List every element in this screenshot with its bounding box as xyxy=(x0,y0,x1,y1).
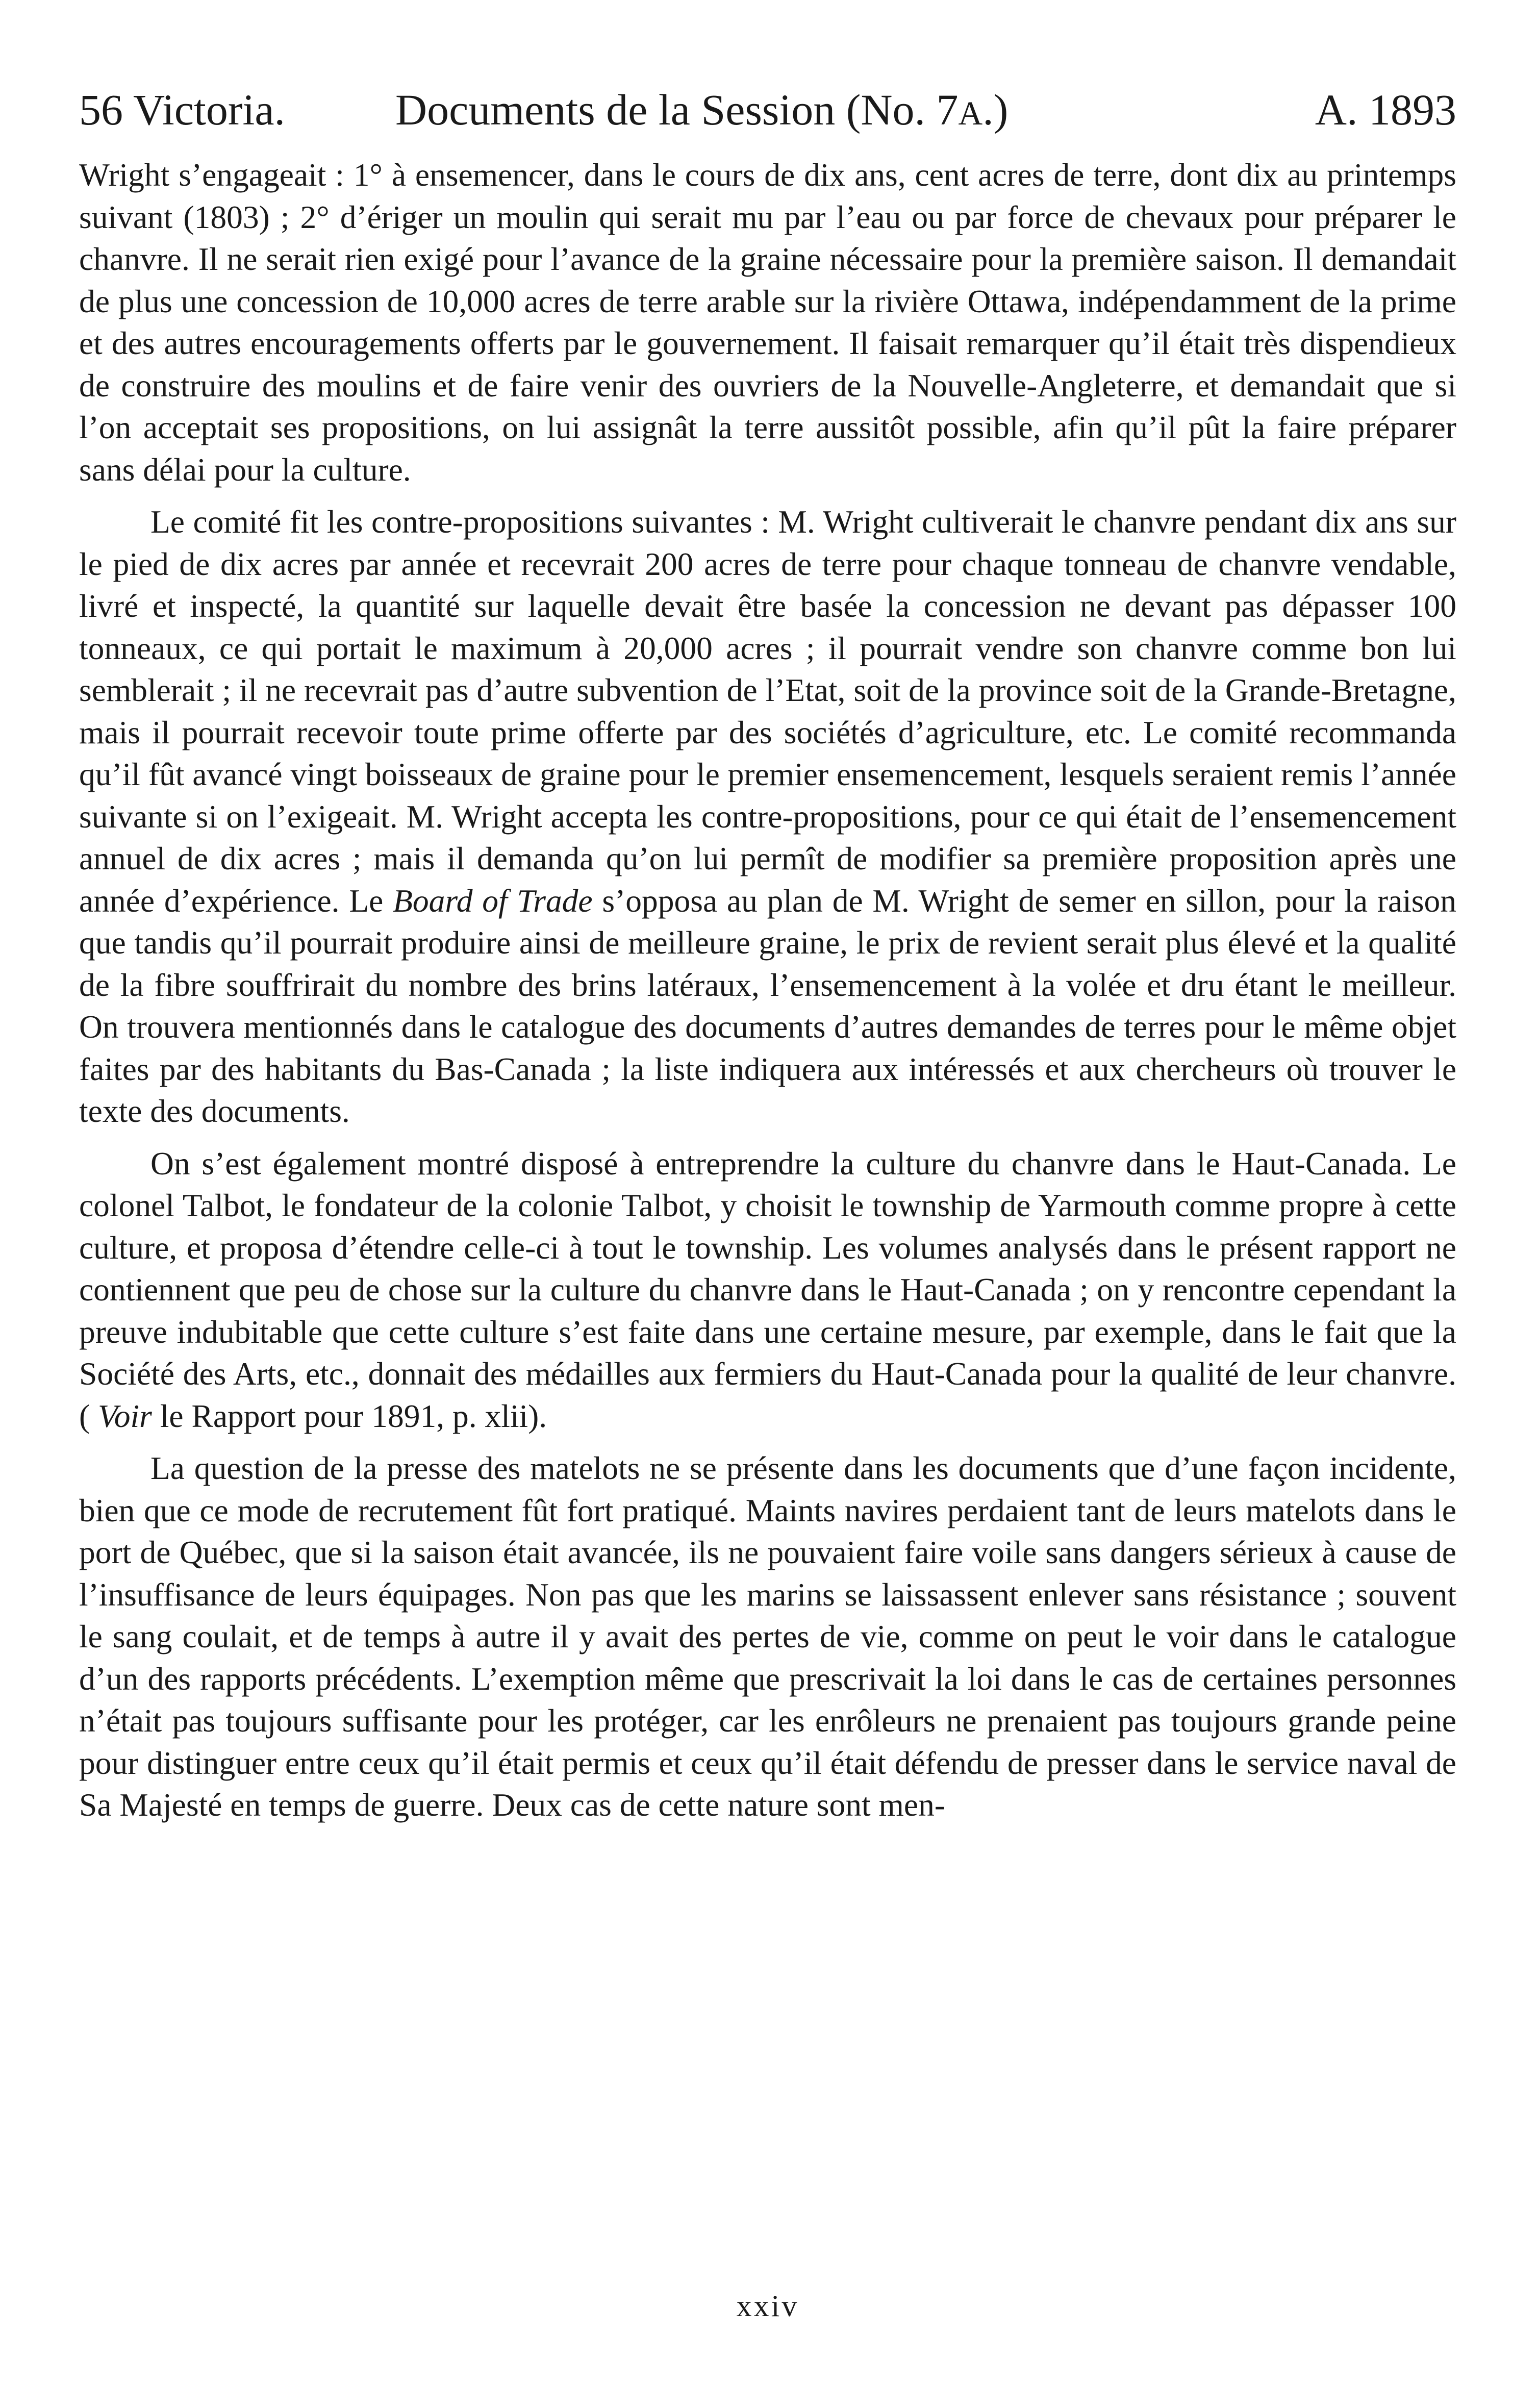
page-number: xxiv xyxy=(736,2289,799,2323)
document-page xyxy=(79,77,1456,2357)
paragraph-upper-canada xyxy=(79,1143,1456,1438)
running-header xyxy=(79,77,1456,143)
paragraph-text: On s’est également montré disposé à entreprendre la culture du chanvre dans le Haut-Canada. Le colonel Talbot, le fondateur de la colonie Talbot, y choisit le township de Yarmouth comme propre à cette culture, et proposa d’étendre celle-ci à tout le township. Les volumes analysés dans le présent rapport ne contiennent que peu de chose sur la culture du chanvre dans le Haut-Canada ; on y rencontre cependant la preuve indubitable que cette culture s’est faite dans une certaine mesure, par exemple, dans le fait que la Société des Arts, etc., donnait des médailles aux fermiers du Haut-Canada pour la qualité de leur chanvre. ( xyxy=(79,1145,1456,1434)
italic-text: Board of Trade xyxy=(393,882,593,919)
paragraph-wright-proposal: Wright s’engageait : 1° à ensemencer, dans le cours de dix ans, cent acres de terre, dont dix au printemps suivant (1803) ; 2° d’ériger un moulin qui serait mu par l’eau ou par force de chevaux pour préparer le chanvre. Il ne serait rien exigé pour l’avance de la graine nécessaire pour la première saison. Il demandait de plus une concession de 10,000 acres de terre arable sur la rivière Ottawa, indépendamment de la prime et des autres encouragements offerts par le gouvernement. Il faisait remarquer qu’il était très dispendieux de construire des moulins et de faire venir des ouvriers de la Nouvelle-Angleterre, et demandait que si l’on acceptait ses propositions, on lui assignât la terre aussitôt possible, afin qu’il pût la faire préparer sans délai pour la culture. xyxy=(79,157,1456,488)
paragraph-text: le Rapport pour 1891, p. xlii). xyxy=(152,1397,547,1434)
header-title-smallcap: A xyxy=(958,95,983,132)
body-text xyxy=(79,154,1456,1826)
header-title-end: .) xyxy=(982,85,1008,134)
header-title-main: Documents de la Session (No. 7 xyxy=(395,85,959,134)
paragraph-press-gang: La question de la presse des matelots ne se présente dans les documents que d’une façon incidente, bien que ce mode de recrutement fût fort pratiqué. Maints navires perdaient tant de leurs matelots dans le port de Québec, que si la saison était avancée, ils ne pouvaient faire voile sans dangers sérieux à cause de l’insuffisance de leurs équipages. Non pas que les marins se laissassent enlever sans résistance ; souvent le sang coulait, et de temps à autre il y avait des pertes de vie, comme on peut le voir dans le catalogue d’un des rapports précédents. L’exemption même que prescrivait la loi dans le cas de certaines personnes n’était pas toujours suffisante pour les protéger, car les enrôleurs ne prenaient pas toujours grande peine pour distinguer entre ceux qu’il était permis et ceux qu’il était défendu de presser dans le service naval de Sa Majesté en temps de guerre. Deux cas de cette nature sont men- xyxy=(79,1450,1456,1823)
header-session-label: 56 Victoria. xyxy=(79,85,286,134)
header-year: A. 1893 xyxy=(1315,85,1456,134)
italic-text: Voir xyxy=(98,1397,152,1434)
paragraph-text: Le comité fit les contre-propositions suivantes : M. Wright cultiverait le chanvre pendant dix ans sur le pied de dix acres par année et recevrait 200 acres de terre pour chaque tonneau de chanvre vendable, livré et inspecté, la quantité sur laquelle devait être basée la concession ne devant pas dépasser 100 tonneaux, ce qui portait le maximum à 20,000 acres ; il pourrait vendre son chanvre comme bon lui semblerait ; il ne recevrait pas d’autre subvention de l’Etat, soit de la province soit de la Grande-Bretagne, mais il pourrait recevoir toute prime offerte par des sociétés d’agriculture, etc. Le comité recommanda qu’il fût avancé vingt boisseaux de graine pour le premier ensemencement, lesquels seraient remis l’année suivante si on l’exigeait. M. Wright accepta les contre-propositions, pour ce qui était de l’ensemencement annuel de dix acres ; mais il demanda qu’on lui permît de modifier sa première proposition après une année d’expérience. Le xyxy=(79,504,1456,919)
paragraph-counter-proposals xyxy=(79,501,1456,1133)
paragraph-text: s’opposa au plan de M. Wright de semer en sillon, pour la raison que tandis qu’il pourrait produire ainsi de meilleure graine, le prix de revient serait plus élevé et la qualité de la fibre souffrirait du nombre des brins latéraux, l’ensemencement à la volée et dru étant le meilleur. On trouvera mentionnés dans le catalogue des documents d’autres demandes de terres pour le même objet faites par des habitants du Bas-Canada ; la liste indiquera aux intéressés et aux chercheurs où trouver le texte des documents. xyxy=(79,882,1457,1129)
header-document-title xyxy=(395,77,1008,147)
